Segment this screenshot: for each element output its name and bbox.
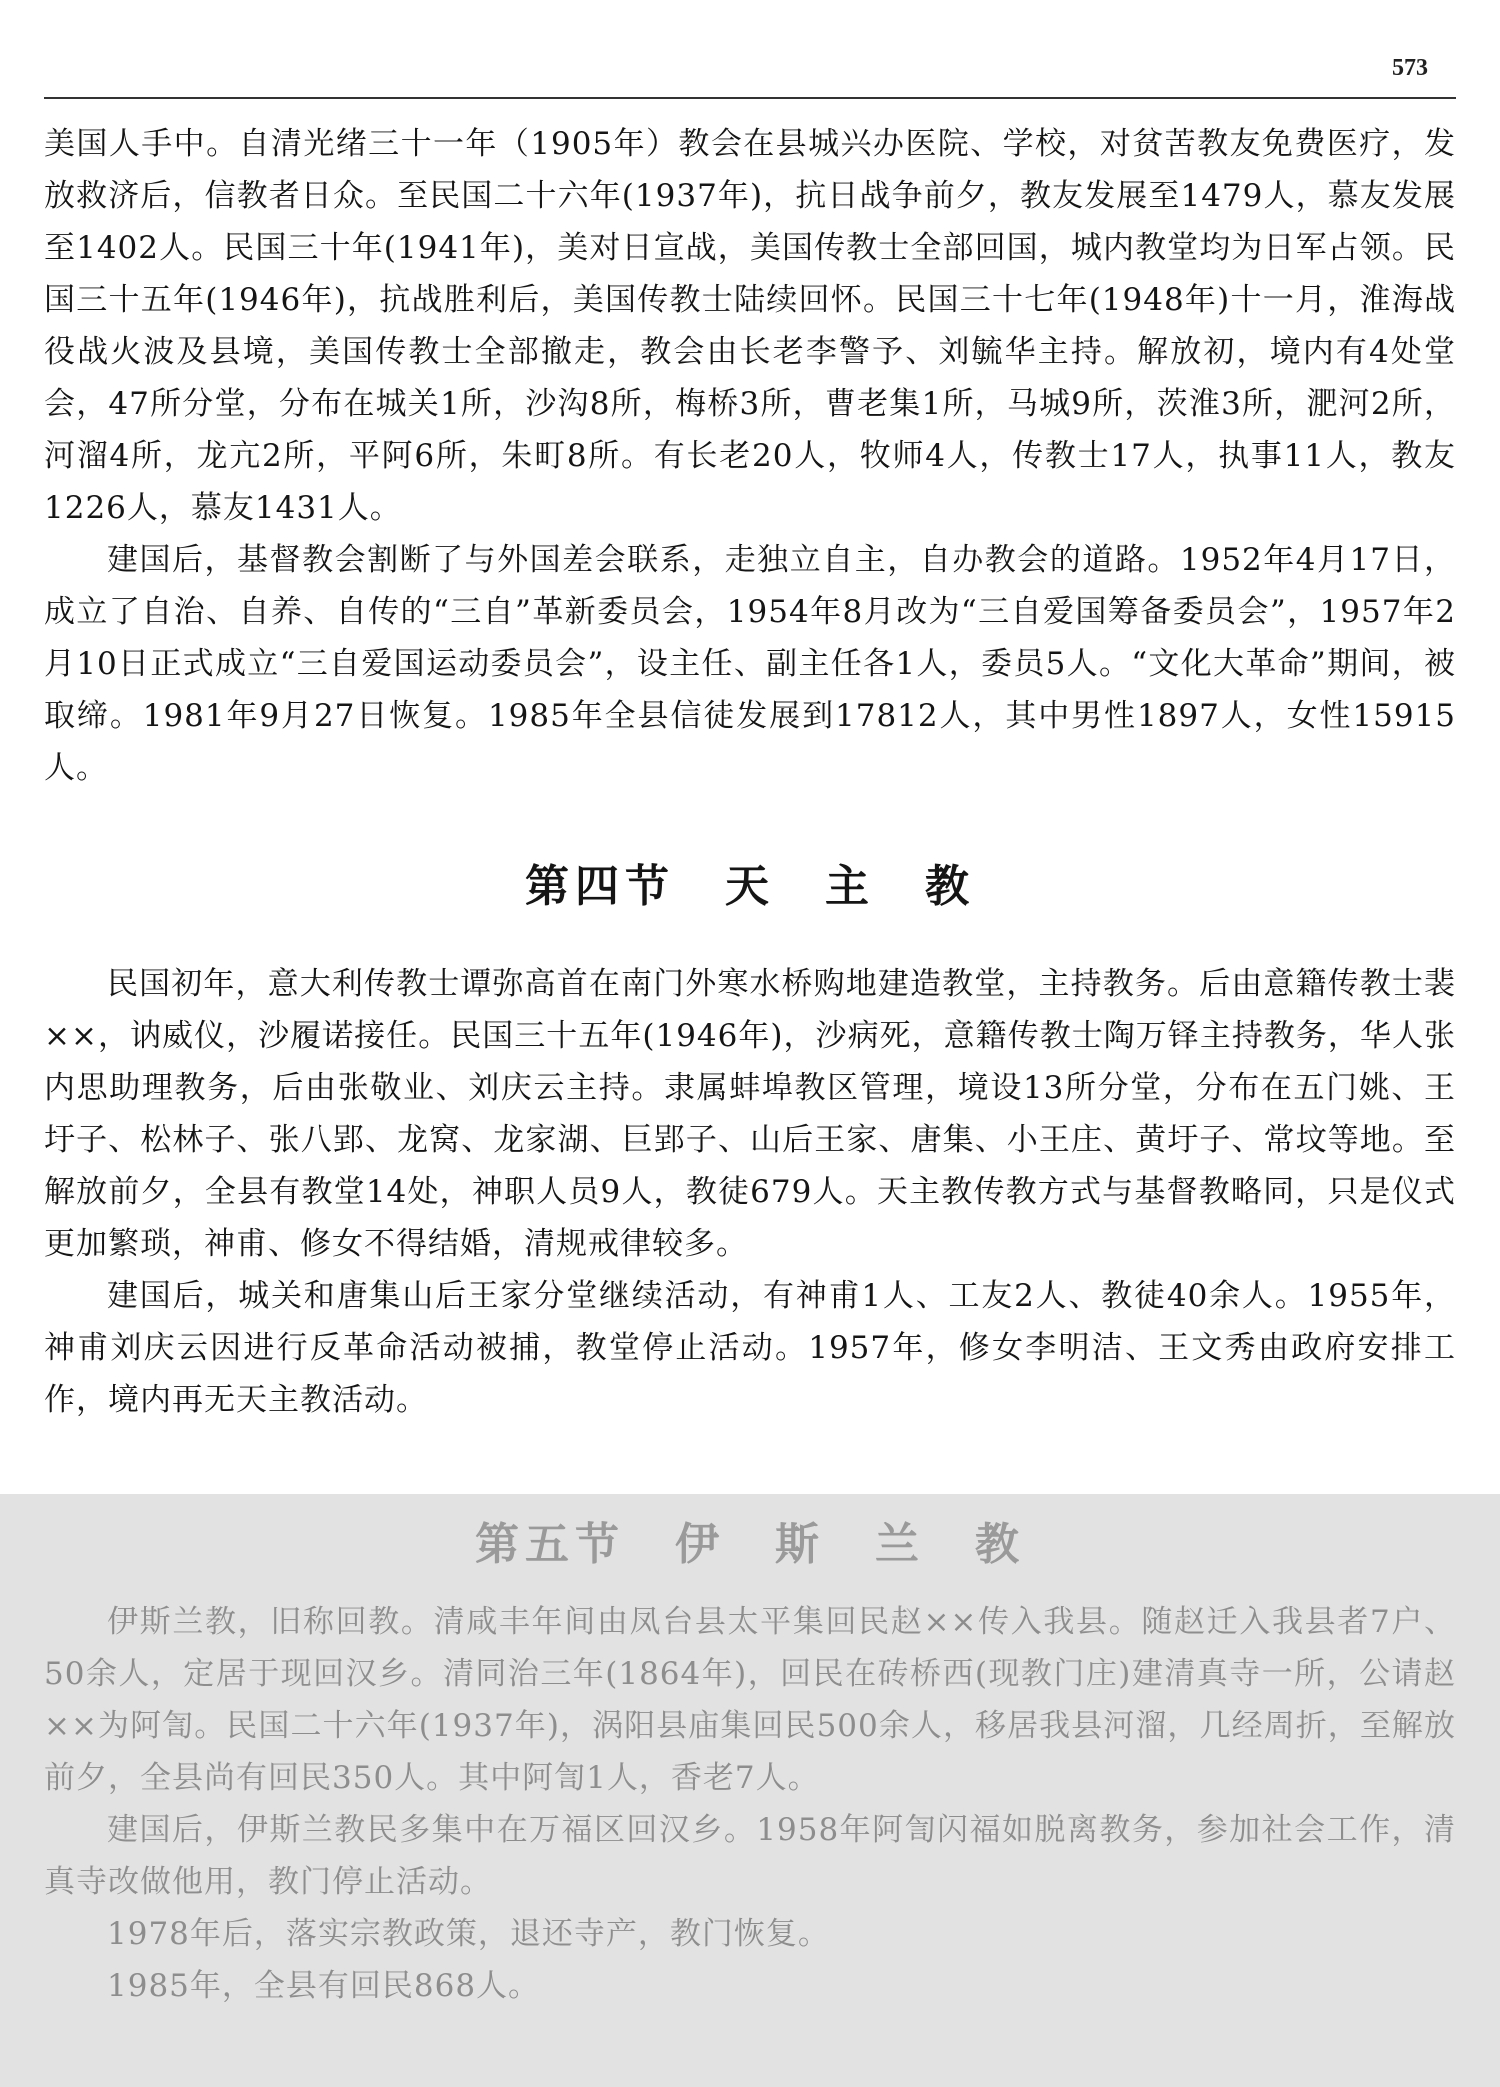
page-content xyxy=(44,118,1456,1426)
section5-paragraph-4: 1985年，全县有回民868人。 xyxy=(107,1968,541,2004)
header-rule xyxy=(44,97,1456,99)
section4-paragraph-2: 建国后，城关和唐集山后王家分堂继续活动，有神甫1人、工友2人、教徒40余人。1955年，神甫刘庆云因进行反革命活动被捕，教堂停止活动。1957年，修女李明洁、王文秀由政府安排工作，境内再无天主教活动。 xyxy=(44,1278,1456,1418)
page-number: 573 xyxy=(1392,55,1428,81)
section5-paragraph-1: 伊斯兰教，旧称回教。清咸丰年间由凤台县太平集回民赵××传入我县。随赵迁入我县者7户、50余人，定居于现回汉乡。清同治三年(1864年)，回民在砖桥西(现教门庄)建清真寺一所，公请赵××为阿訇。民国二十六年(1937年)，涡阳县庙集回民500余人，移居我县河溜，几经周折，至解放前夕，全县尚有回民350人。其中阿訇1人，香老7人。 xyxy=(44,1604,1456,1796)
section5-paragraph-2: 建国后，伊斯兰教民多集中在万福区回汉乡。1958年阿訇闪福如脱离教务，参加社会工作，清真寺改做他用，教门停止活动。 xyxy=(44,1812,1456,1900)
section5-title: 第五节 伊 斯 兰 教 xyxy=(475,1519,1025,1570)
section5-paragraph-3: 1978年后，落实宗教政策，退还寺产，教门恢复。 xyxy=(107,1916,830,1952)
section4-paragraph-1: 民国初年，意大利传教士谭弥高首在南门外寒水桥购地建造教堂，主持教务。后由意籍传教士裴××，讷威仪，沙履诺接任。民国三十五年(1946年)，沙病死，意籍传教士陶万铎主持教务，华人张内思助理教务，后由张敬业、刘庆云主持。隶属蚌埠教区管理，境设13所分堂，分布在五门姚、王圩子、松林子、张八郢、龙窝、龙家湖、巨郢子、山后王家、唐集、小王庄、黄圩子、常坟等地。至解放前夕，全县有教堂14处，神职人员9人，教徒679人。天主教传教方式与基督教略同，只是仪式更加繁琐，神甫、修女不得结婚，清规戒律较多。 xyxy=(44,966,1456,1262)
intro-paragraph-2: 建国后，基督教会割断了与外国差会联系，走独立自主，自办教会的道路。1952年4月17日，成立了自治、自养、自传的“三自”革新委员会，1954年8月改为“三自爱国筹备委员会”，1957年2月10日正式成立“三自爱国运动委员会”，设主任、副主任各1人，委员5人。“文化大革命”期间，被取缔。1981年9月27日恢复。1985年全县信徒发展到17812人，其中男性1897人，女性15915人。 xyxy=(44,542,1456,786)
intro-paragraph-1: 美国人手中。自清光绪三十一年（1905年）教会在县城兴办医院、学校，对贫苦教友免费医疗，发放救济后，信教者日众。至民国二十六年(1937年)，抗日战争前夕，教友发展至1479人，慕友发展至1402人。民国三十年(1941年)，美对日宣战，美国传教士全部回国，城内教堂均为日军占领。民国三十五年(1946年)，抗战胜利后，美国传教士陆续回怀。民国三十七年(1948年)十一月，淮海战役战火波及县境，美国传教士全部撤走，教会由长老李警予、刘毓华主持。解放初，境内有4处堂会，47所分堂，分布在城关1所，沙沟8所，梅桥3所，曹老集1所，马城9所，茨淮3所，淝河2所，河溜4所，龙亢2所，平阿6所，朱町8所。有长老20人，牧师4人，传教士17人，执事11人，教友1226人，慕友1431人。 xyxy=(44,126,1456,526)
section4-title: 第四节 天 主 教 xyxy=(525,861,975,912)
section5-content xyxy=(44,1508,1456,2012)
